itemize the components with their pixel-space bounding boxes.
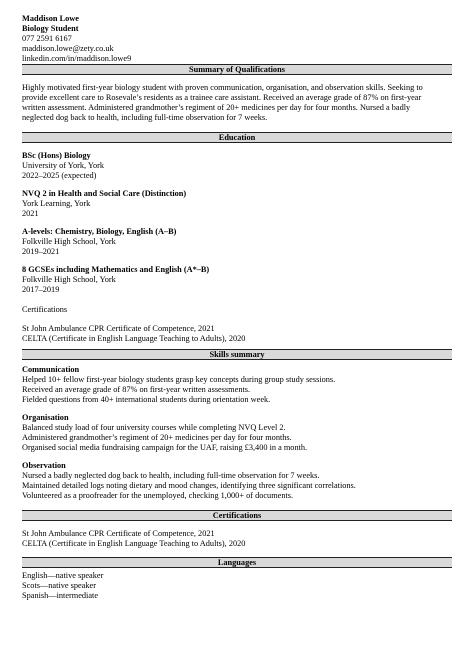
skill-group	[22, 365, 452, 405]
summary-heading: Summary of Qualifications	[22, 64, 452, 75]
header-block	[22, 14, 452, 64]
skill-line: Helped 10+ fellow first-year biology students grasp key concepts during group study sessions.	[22, 375, 336, 384]
education-entry	[22, 227, 452, 257]
education-institution: York Learning, York	[22, 199, 91, 208]
skill-line: Fielded questions from 40+ international students during orientation week.	[22, 395, 271, 404]
skill-line: Volunteered as a proofreader for the unemployed, checking 1,000+ of documents.	[22, 491, 294, 500]
skills-heading: Skills summary	[22, 349, 452, 360]
skill-group-title: Observation	[22, 461, 66, 470]
skill-group-title: Organisation	[22, 413, 69, 422]
language-item: English—native speaker	[22, 571, 104, 580]
education-institution: Folkville High School, York	[22, 237, 116, 246]
education-dates: 2017–2019	[22, 285, 60, 294]
skill-line: Organised social media fundraising campaign for the UAF, raising £3,400 in a month.	[22, 443, 308, 452]
summary-paragraph	[22, 83, 452, 123]
education-title: A-levels: Chemistry, Biology, English (A–B)	[22, 227, 177, 236]
education-title: 8 GCSEs including Mathematics and English (A*–B)	[22, 265, 210, 274]
education-entry	[22, 265, 452, 295]
language-item: Spanish—intermediate	[22, 591, 99, 600]
skill-line: Maintained detailed logs noting dietary and mood changes, identifying three significant correlations.	[22, 481, 356, 490]
skill-group-title: Communication	[22, 365, 80, 374]
education-title: BSc (Hons) Biology	[22, 151, 91, 160]
education-entry	[22, 189, 452, 219]
skill-group	[22, 461, 452, 501]
phone-number: 077 2591 6167	[22, 34, 72, 43]
education-institution: University of York, York	[22, 161, 105, 170]
certification-item: CELTA (Certificate in English Language Teaching to Adults), 2020	[22, 539, 246, 548]
education-title: NVQ 2 in Health and Social Care (Distinction)	[22, 189, 187, 198]
education-dates: 2019–2021	[22, 247, 60, 256]
skill-group	[22, 413, 452, 453]
summary-line: written assessment. Administered grandmother’s regiment of 20+ medicines per day for four months. Nursed a badly	[22, 103, 411, 112]
education-dates: 2022–2025 (expected)	[22, 171, 97, 180]
education-certification-item: CELTA (Certificate in English Language Teaching to Adults), 2020	[22, 334, 246, 343]
skill-line: Balanced study load of four university courses while completing NVQ Level 2.	[22, 423, 286, 432]
education-heading: Education	[22, 132, 452, 143]
education-institution: Folkville High School, York	[22, 275, 116, 284]
candidate-name: Maddison Lowe	[22, 14, 79, 23]
summary-line: Highly motivated first-year biology student with proven communication, organisation, and observation skills. Seeking to	[22, 83, 423, 92]
skill-line: Received an average grade of 87% on first-year written assessments.	[22, 385, 251, 394]
education-dates: 2021	[22, 209, 39, 218]
skill-line: Administered grandmother’s regiment of 20+ medicines per day for four months.	[22, 433, 292, 442]
summary-line: neglected dog back to health, including full-time observation for 7 weeks.	[22, 113, 268, 122]
skill-line: Nursed a badly neglected dog back to health, including full-time observation for 7 weeks.	[22, 471, 320, 480]
education-certifications-label: Certifications	[22, 305, 68, 314]
candidate-title: Biology Student	[22, 24, 79, 33]
education-certification-item: St John Ambulance CPR Certificate of Competence, 2021	[22, 324, 215, 333]
language-item: Scots—native speaker	[22, 581, 96, 590]
summary-line: provide excellent care to Rosevale’s residents as a trainee care assistant. Received an average grade of 87% on first-year	[22, 93, 422, 102]
linkedin-url: linkedin.com/in/maddison.lowe9	[22, 54, 132, 63]
languages-heading: Languages	[22, 557, 452, 568]
education-entry	[22, 151, 452, 181]
certification-item: St John Ambulance CPR Certificate of Competence, 2021	[22, 529, 215, 538]
email-address: maddison.lowe@zety.co.uk	[22, 44, 114, 53]
certifications-heading: Certifications	[22, 510, 452, 521]
